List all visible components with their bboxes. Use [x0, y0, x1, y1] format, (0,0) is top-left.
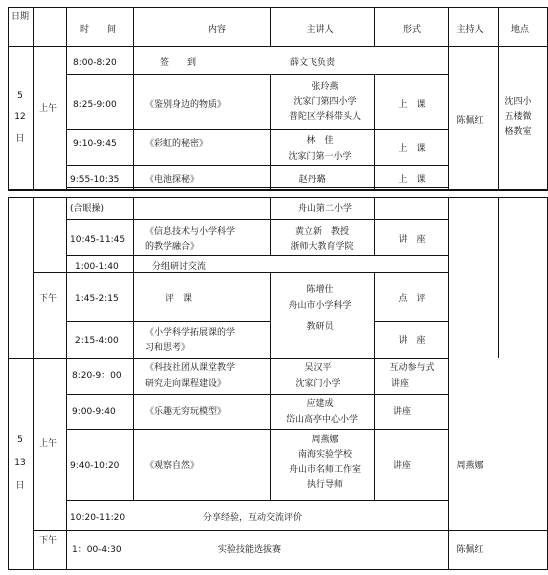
grid-line-v	[33, 197, 34, 569]
grid-line-h	[33, 530, 448, 531]
grid-line-h	[8, 189, 548, 191]
grid-line-h	[8, 7, 548, 8]
grid-line-v	[66, 7, 67, 46]
grid-line-h	[66, 394, 448, 395]
d1-r3-speaker-2: 沈家门第一小学	[288, 152, 352, 162]
grid-line-v	[270, 7, 271, 46]
d2-r2-speaker-2: 岱山高亭中心小学	[285, 415, 359, 425]
d1b-r4-content-2: 习和思考》	[145, 343, 191, 353]
d2-r3-content: 《观察自然》	[145, 461, 200, 471]
day2-month: 5	[17, 435, 23, 445]
d1b-pm: 下午	[38, 294, 58, 304]
d1b-r1-content-1: 《信息技术与小学科学	[145, 227, 236, 237]
d2-r5-content: 实验技能选拔赛	[218, 545, 282, 555]
grid-line-h	[374, 321, 448, 322]
d2-am-host: 周燕娜	[456, 461, 484, 471]
d2-r3-format: 讲座	[392, 461, 412, 471]
grid-line-h	[66, 165, 448, 166]
d1b-r2-content: 分组研讨交流	[152, 262, 207, 272]
d2-r1-content-1: 《科技社团从课堂教学	[145, 363, 236, 373]
grid-line-v	[8, 7, 9, 189]
d1b-r1-content-2: 的教学融合》	[145, 242, 200, 252]
grid-line-h	[66, 187, 448, 188]
d1-r3-content: 《彩虹的秘密》	[145, 139, 209, 149]
d2-r3-speaker-1: 周燕娜	[311, 435, 339, 445]
d1b-pm-speaker-1: 陈增仕	[306, 285, 334, 295]
header-date	[11, 11, 29, 23]
grid-line-v	[33, 7, 34, 189]
grid-line-h	[8, 197, 548, 198]
d2-r4-time: 10:20-11:20	[70, 513, 126, 523]
grid-line-v	[498, 7, 499, 189]
grid-line-v	[374, 74, 375, 189]
grid-line-h	[66, 219, 448, 220]
day2-day: 13	[14, 458, 26, 468]
d2-r3-speaker-3: 舟山市名师工作室	[288, 465, 362, 475]
d2-r1-format-2: 讲座	[390, 379, 410, 389]
grid-line-h	[66, 500, 448, 501]
d1b-r0-speaker: 舟山第二小学	[297, 204, 353, 214]
d1-r3-format: 上 课	[398, 144, 426, 154]
grid-line-h	[8, 358, 448, 359]
d1-r4-format: 上 课	[398, 175, 426, 185]
d1-r2-speaker-2: 沈家门第四小学	[293, 97, 357, 107]
d2-r4-content: 分享经验，互动交流评价	[203, 513, 303, 523]
grid-line-v	[133, 7, 134, 189]
d1b-pm-speaker-2: 舟山市小学科学	[288, 301, 352, 311]
d1-r1-speaker: 薛文飞负责	[290, 58, 336, 68]
day1-daychar: 日	[15, 134, 25, 144]
grid-line-h	[448, 530, 548, 531]
grid-line-v	[374, 7, 375, 46]
grid-line-v	[270, 272, 271, 500]
d2-r2-format: 讲座	[392, 407, 412, 417]
grid-line-v	[374, 272, 375, 500]
d2-r1-speaker-2: 沈家门小学	[295, 379, 341, 389]
d1b-r3-format: 点 评	[398, 294, 426, 304]
d1-host: 陈佩红	[456, 116, 484, 126]
d1b-r2-time: 1:00-1:40	[75, 262, 119, 272]
d1b-r3-time: 1:45-2:15	[75, 294, 119, 304]
grid-line-h	[66, 255, 448, 256]
d2-r2-content: 《乐趣无穷玩模型》	[145, 407, 227, 417]
d2-r1-format-1: 互动参与式	[389, 363, 435, 373]
header-time: 时 间	[79, 25, 117, 35]
grid-line-v	[498, 197, 499, 358]
d1-r3-speaker-1: 林 佳	[306, 136, 334, 146]
grid-line-h	[66, 74, 448, 75]
grid-line-v	[8, 197, 9, 569]
d1-r4-time: 9:55-10:35	[70, 175, 120, 185]
day2-daychar: 日	[15, 481, 25, 491]
d1b-r4-content-1: 《小学科学拓展课的学	[145, 328, 236, 338]
d2-r1-content-2: 研究走向课程建设》	[145, 379, 227, 389]
d1-r2-content: 《鉴别身边的物质》	[145, 100, 227, 110]
grid-line-v	[133, 197, 134, 272]
day2-am: 上午	[38, 439, 58, 449]
grid-line-h	[66, 429, 448, 430]
d2-r5-time: 1：00-4:30	[72, 545, 122, 555]
header-format: 形式	[402, 25, 422, 35]
grid-line-v	[270, 74, 271, 189]
grid-line-v	[66, 197, 67, 569]
grid-line-v	[133, 272, 134, 500]
grid-line-h	[66, 129, 448, 130]
header-speaker: 主讲人	[306, 25, 334, 35]
header-venue: 地点	[510, 25, 530, 35]
grid-line-v	[66, 46, 67, 189]
d2-r1-speaker-1: 吴汉平	[304, 363, 332, 373]
d2-r1-time: 8:20-9：00	[72, 371, 122, 381]
header-date-label: 日期	[10, 12, 30, 22]
d2-r2-speaker-1: 应建成	[306, 399, 334, 409]
d1b-r1-format: 讲 座	[398, 235, 426, 245]
d1-r3-time: 9:10-9:45	[73, 139, 117, 149]
grid-line-v	[270, 197, 271, 255]
d2-r3-speaker-2: 南海实验学校	[297, 450, 353, 460]
d1b-r1-speaker-2: 浙师大教育学院	[290, 242, 354, 252]
d1-r2-format: 上 课	[398, 100, 426, 110]
grid-line-h	[8, 46, 548, 47]
d1b-r4-format: 讲 座	[398, 336, 426, 346]
d1-r2-speaker-1: 张玲燕	[311, 82, 339, 92]
d1b-r0-time: (合眼操)	[70, 204, 105, 214]
header-content: 内容	[207, 25, 227, 35]
d1-venue-3: 格教室	[504, 127, 532, 137]
d2-r2-time: 9:00-9:40	[72, 407, 116, 417]
grid-line-v	[374, 197, 375, 255]
d2-r3-speaker-4: 执行导师	[306, 480, 344, 490]
d1-r1-time: 8:00-8:20	[73, 58, 117, 68]
d1-r2-time: 8:25-9:00	[73, 100, 117, 110]
d1-r4-content: 《电池探秘》	[145, 175, 200, 185]
d1-r2-speaker-3: 普陀区学科带头人	[288, 112, 362, 122]
grid-line-v	[448, 197, 449, 569]
d2-pm-host: 陈佩红	[456, 545, 484, 555]
grid-line-v	[448, 7, 449, 189]
header-host: 主持人	[456, 25, 484, 35]
day1-am: 上午	[38, 104, 58, 114]
grid-line-h	[66, 321, 270, 322]
grid-line-h	[8, 569, 548, 570]
d1b-r1-time: 10:45-11:45	[70, 235, 126, 245]
day1-month: 5	[17, 91, 23, 101]
d1-r1-content: 签 到	[160, 58, 197, 68]
d1-r4-speaker: 赵丹璐	[298, 175, 326, 185]
d1-venue-1: 沈四小	[504, 97, 532, 107]
d1b-pm-speaker-3: 教研员	[306, 322, 334, 332]
day2-pm: 下午	[38, 536, 58, 546]
d1b-r1-speaker-1: 黄立新 教授	[294, 227, 350, 237]
day1-day: 12	[14, 112, 26, 122]
d2-r3-time: 9:40-10:20	[70, 461, 120, 471]
d1b-r3-content: 评 课	[165, 294, 193, 304]
d1b-r4-time: 2:15-4:00	[75, 336, 119, 346]
d1-venue-2: 五楼微	[504, 112, 532, 122]
